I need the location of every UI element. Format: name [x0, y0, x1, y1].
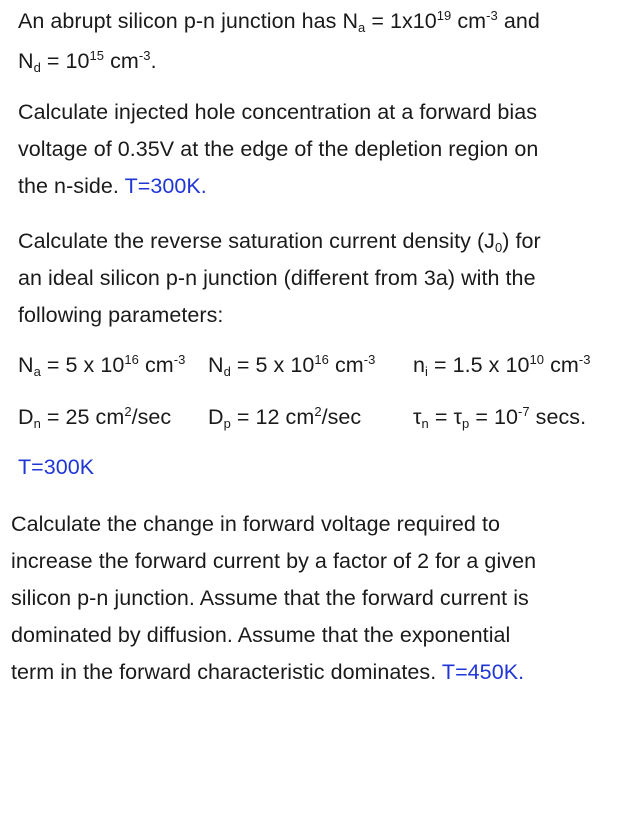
text: the n-side. [18, 174, 125, 198]
superscript: -3 [578, 352, 591, 367]
param-tau [413, 404, 586, 430]
text: Calculate the reverse saturation current density (J [18, 229, 495, 253]
text: /sec [321, 405, 362, 429]
superscript: 16 [314, 352, 329, 367]
subscript: i [425, 364, 428, 379]
text: n [413, 353, 426, 377]
text: D [208, 405, 224, 429]
superscript: 16 [124, 352, 139, 367]
problem1-line1 [18, 8, 540, 34]
superscript: -3 [363, 352, 376, 367]
param-na [18, 352, 185, 378]
text: = 10 [40, 49, 90, 73]
problem3-question-line5 [11, 659, 524, 685]
text: = 5 x 10 [40, 353, 125, 377]
param-dp [208, 404, 361, 430]
text: = 5 x 10 [230, 353, 315, 377]
superscript: -3 [173, 352, 186, 367]
text: = 1.5 x 10 [427, 353, 530, 377]
text: and [497, 9, 540, 33]
temperature: T=300K. [124, 174, 207, 198]
superscript: -3 [486, 8, 498, 23]
problem3-question-line4: dominated by diffusion. Assume that the exponential [11, 623, 511, 647]
text: = τ [428, 405, 463, 429]
subscript: n [33, 416, 41, 431]
superscript: 2 [314, 404, 322, 419]
problem2-question-line3: following parameters: [18, 303, 224, 327]
param-nd [208, 352, 375, 378]
subscript: 0 [494, 240, 503, 255]
text: secs. [529, 405, 587, 429]
subscript: a [33, 364, 41, 379]
problem2-question-line2: an ideal silicon p-n junction (different from 3a) with the [18, 266, 536, 290]
text: cm [328, 353, 364, 377]
problem2-question-line1 [18, 228, 541, 254]
subscript: p [223, 416, 231, 431]
temperature: T=450K. [441, 660, 525, 684]
text: An abrupt silicon p-n junction has N [18, 9, 359, 33]
text: τ [413, 405, 422, 429]
subscript: n [421, 416, 429, 431]
problem3-question-line1: Calculate the change in forward voltage required to [11, 512, 500, 536]
superscript: -7 [517, 404, 530, 419]
text: cm [451, 9, 487, 33]
superscript: -3 [138, 48, 151, 63]
text: = 1x10 [365, 9, 437, 33]
subscript: a [358, 20, 366, 35]
problem2-temperature: T=300K [18, 455, 95, 479]
problem3-question-line3: silicon p-n junction. Assume that the forward current is [11, 586, 529, 610]
text: term in the forward characteristic dominates. [11, 660, 442, 684]
superscript: 15 [89, 48, 105, 63]
text: cm [544, 353, 579, 377]
text: /sec [131, 405, 172, 429]
text: N [18, 49, 34, 73]
subscript: d [223, 364, 231, 379]
param-ni [413, 352, 591, 378]
text: N [208, 353, 224, 377]
text: cm [104, 49, 139, 73]
superscript: 2 [124, 404, 132, 419]
problem1-question-line3 [18, 173, 207, 199]
problem1-question-line2: voltage of 0.35V at the edge of the depletion region on [18, 137, 539, 161]
text: N [18, 353, 34, 377]
subscript: p [462, 416, 470, 431]
text: D [18, 405, 34, 429]
problem3-question-line2: increase the forward current by a factor of 2 for a given [11, 549, 537, 573]
text: = 25 cm [40, 405, 125, 429]
param-dn [18, 404, 171, 430]
text: = 12 cm [230, 405, 315, 429]
text: ) for [502, 229, 541, 253]
subscript: d [33, 60, 41, 75]
problem1-line2 [18, 48, 157, 74]
text: = 10 [469, 405, 518, 429]
problem1-question-line1: Calculate injected hole concentration at a forward bias [18, 100, 538, 124]
text: . [150, 49, 157, 73]
text: cm [138, 353, 174, 377]
superscript: 19 [436, 8, 452, 23]
superscript: 10 [529, 352, 545, 367]
